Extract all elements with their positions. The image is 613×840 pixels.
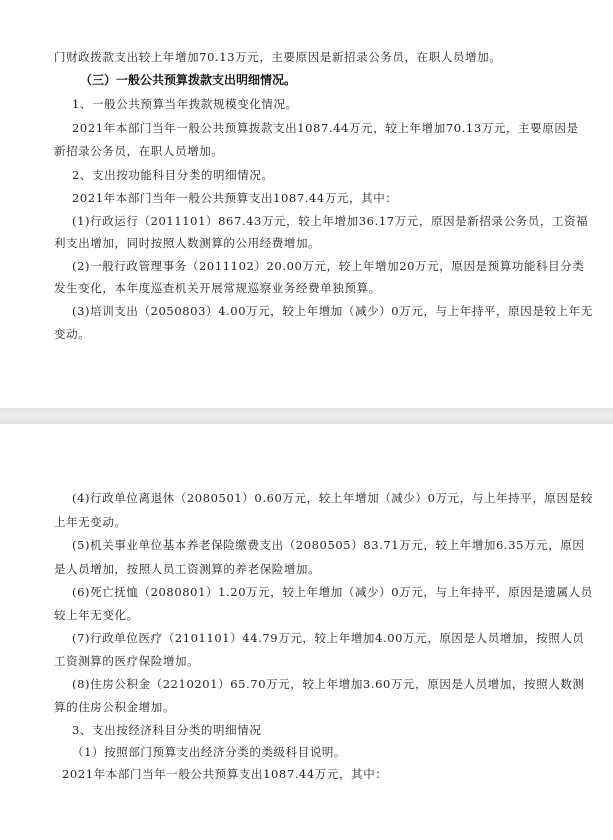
section-heading: （三）一般公共预算拨款支出明细情况。 [80,73,297,87]
paragraph-line: (8)住房公积金（2210201）65.70万元，较上年增加3.60万元，原因是人员增加，按照人数测 [72,677,585,691]
paragraph-line: 2021年本部门当年一般公共预算支出1087.44万元，其中： [72,191,398,205]
paragraph-line: 新招录公务员，在职人员增加。 [54,144,224,158]
paragraph-line: 变动。 [54,327,91,341]
document-page-2 [0,424,613,840]
page-separator [0,408,613,424]
item-title: 3、支出按经济科目分类的明细情况 [72,723,262,737]
paragraph-line: 2021年本部门当年一般公共预算拨款支出1087.44万元，较上年增加70.13万元，主要原因是 [72,121,579,135]
paragraph-line: 2021年本部门当年一般公共预算支出1087.44万元，其中： [62,767,388,781]
document-page-1 [0,0,613,408]
paragraph-line: （1）按照部门预算支出经济分类的类级科目说明。 [72,745,347,759]
item-title: 2、支出按功能科目分类的明细情况。 [72,168,274,182]
paragraph-line: 发生变化，本年度巡查机关开展常规巡察业务经费单独预算。 [54,281,381,295]
paragraph-line: (3)培训支出（2050803）4.00万元，较上年增加（减少）0万元，与上年持平，原因是较上年无 [72,304,593,318]
paragraph-line: (5)机关事业单位基本养老保险缴费支出（2080505）83.71万元，较上年增加6.35万元，原因 [72,538,585,552]
paragraph-line: 较上年无变化。 [54,608,139,622]
paragraph-line: (4)行政单位离退休（2080501）0.60万元，较上年增加（减少）0万元，与上年持平，原因是较 [72,491,593,505]
paragraph-line: 算的住房公积金增加。 [54,700,175,714]
paragraph-line: (6)死亡抚恤（2080801）1.20万元，较上年增加（减少）0万元，与上年持平，原因是遗属人员 [72,585,593,599]
paragraph-line: (2)一般行政管理事务（2011102）20.00万元，较上年增加20万元，原因是预算功能科目分类 [72,259,585,273]
paragraph-line: 工资测算的医疗保险增加。 [54,654,200,668]
paragraph-line: (7)行政单位医疗（2101101）44.79万元，较上年增加4.00万元，原因是人员增加，按照人员 [72,631,585,645]
paragraph-line: 门财政拨款支出较上年增加70.13万元，主要原因是新招录公务员，在职人员增加。 [54,50,502,64]
item-title: 1、一般公共预算当年拨款规模变化情况。 [72,97,298,111]
paragraph-line: 利支出增加，同时按照人数测算的公用经费增加。 [54,236,321,250]
paragraph-line: 是人员增加，按照人员工资测算的养老保险增加。 [54,562,321,576]
paragraph-line: (1)行政运行（2011101）867.43万元，较上年增加36.17万元，原因是新招录公务员，工资福 [72,214,589,228]
paragraph-line: 上年无变动。 [54,515,127,529]
